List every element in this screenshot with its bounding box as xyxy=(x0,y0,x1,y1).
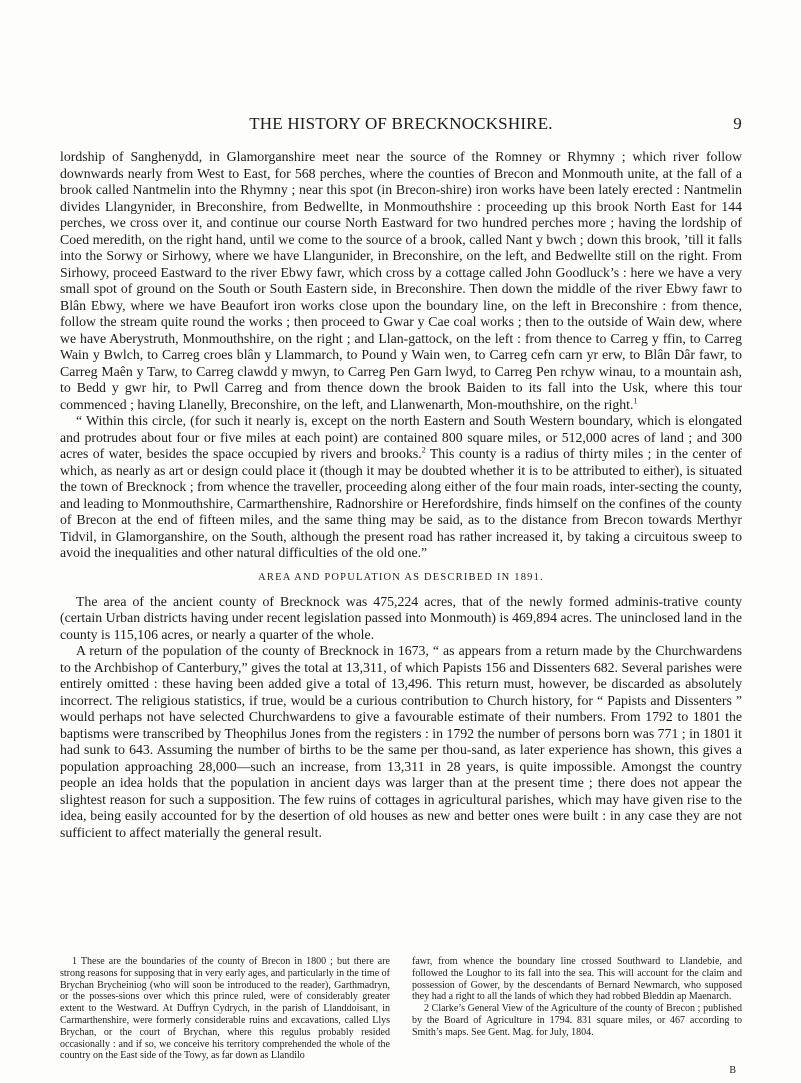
footnote-column-left xyxy=(60,956,390,1062)
book-page xyxy=(60,0,742,1083)
page-number: 9 xyxy=(733,114,742,133)
main-text xyxy=(60,149,742,841)
running-title: THE HISTORY OF BRECKNOCKSHIRE. xyxy=(249,114,553,133)
footnote-ref: 2 xyxy=(421,445,426,455)
paragraph-circle-quote xyxy=(60,413,742,562)
section-heading: AREA AND POPULATION AS DESCRIBED IN 1891. xyxy=(258,571,544,583)
footnote-1: 1 These are the boundaries of the county of Brecon in 1800 ; but there are strong reasons for supposing that in very early ages, and particularly in the time of Brychan Brycheiniog (who will soon be introduced to the reader), Garthmadryn, or the posses-sions over which this prince ruled, were of considerably greater extent to the Westward. At Duffryn Cydrych, in the parish of Llanddoisant, in Carmarthenshire, were formerly considerable ruins and excavations, called Llys Brychan, or the court of Brychan, where this regulus probably resided occasionally : and if so, we conceive his territory comprehended the whole of the country on the East side of the Towy, as far down as Llandilo xyxy=(60,956,390,1062)
paragraph-text: “ Within this circle, (for such it nearly is, except on the north Eastern and South Western boundary, which is elongated and protrudes about four or five miles at each point) are contained 800 square miles, or 512,000 acres of land ; and 300 acres of water, besides the space occupied by rivers and brooks. xyxy=(60,413,742,461)
footnote-ref: 1 xyxy=(633,395,638,405)
paragraph-text: lordship of Sanghenydd, in Glamorganshire meet near the source of the Romney or Rhymny ; which river follow downwards nearly from West to East, for 568 perches, where the counties of Brecon and Monmouth unite, at the fall of a brook called Nantmelin into the Rhymny ; near this spot (in Brecon-shire) iron works have been lately erected : Nantmelin divides Llangynider, in Breconshire, from Bedwellte, in Monmouthshire : proceeding up this brook North East for 144 perches, we cross over it, and continue our course North Eastward for two hundred perches more ; having the lordship of Coed meredith, on the right hand, until we come to the source of a brook, called Nant y bwch ; down this brook, ’till it falls into the Sorwy or Sirhowy, where we have Llangunider, in Breconshire, on the left, and Bedwellte still on the right. From Sirhowy, proceed Eastward to the river Ebwy fawr, which cross by a cottage called John Goodluck’s : here we have a very small spot of ground on the South or South Eastern side, in Breconshire. Then down the middle of the river Ebwy fawr to Blân Ebwy, where we have Beaufort iron works close upon the boundary line, on the left in Breconshire : from thence, follow the stream quite round the works ; then proceed to Gwar y Cae coal works ; then to the outside of Wain dew, where we have Aberystruth, Monmouthshire, on the right ; and Llan-gattock, on the left : from thence to Carreg y ffin, to Carreg Wain y Bwlch, to Carreg croes blân y Llammarch, to Pound y Wain wen, to Carreg cefn carn yr erw, to Blân Dâr fawr, to Carreg Maên y Tarw, to Carreg clawdd y mwyn, to Carreg Pen Garn lwyd, to Carreg Pen rchyw winau, to a mountain ash, to Bedd y gwr hir, to Pwll Carreg and from thence down the brook Baiden to its fall into the Usk, where this tour commenced ; having Llanelly, Breconshire, on the left, and Llanwenarth, Mon-mouthshire, on the right. xyxy=(60,149,742,412)
paragraph-area: The area of the ancient county of Brecknock was 475,224 acres, that of the newly formed adminis-trative county (certain Urban districts having under recent legislation passed into Monmouth) is 469,894 acres. The uninclosed land in the county is 115,106 acres, or nearly a quarter of the whole. xyxy=(60,593,742,642)
paragraph-text: This county is a radius of thirty miles ; in the center of which, as nearly as art or design could place it (though it may be doubted whether it is to be attributed to either), is situated the town of Brecknock ; from whence the traveller, proceeding along either of the four main roads, inter-secting the county, and leading to Monmouthshire, Carmarthenshire, Radnorshire or Herefordshire, finds himself on the confines of the county of Brecon at the end of fifteen miles, and the same thing may be said, as to the distance from Brecon towards Merthyr Tidvil, in Glamorganshire, on the South, although the present road has rather increased it, by taking a circuitous sweep to avoid the inequalities and other natural difficulties of the old one.” xyxy=(60,446,742,560)
footnote-column-right xyxy=(412,956,742,1062)
paragraph-population: A return of the population of the county of Brecknock in 1673, “ as appears from a return made by the Churchwardens to the Archbishop of Canterbury,” gives the total at 13,311, of which Papists 156 and Dissenters 682. Several parishes were entirely omitted : these having been added give a total of 13,496. This return must, however, be discarded as absolutely incorrect. The religious statistics, if true, would be a curious contribution to Church history, for “ Papists and Dissenters ” would perhaps not have selected Churchwardens to give a favourable estimate of their numbers. From 1792 to 1801 the baptisms were transcribed by Theophilus Jones from the registers : in 1792 the number of persons born was 771 ; in 1801 it had sunk to 643. Assuming the number of births to be the same per thou-sand, as later experience has shown, this gives a population approaching 28,000—such an increase, from 13,311 in 28 years, is quite impossible. Amongst the country people an idea holds that the population in ancient days was larger than at the present time ; there does not appear the slightest reason for such a supposition. The few ruins of cottages in agricultural parishes, which may have given rise to the idea, being easily accounted for by the desertion of old houses as new and better ones were built : in any case they are not sufficient to affect materially the general result. xyxy=(60,643,742,840)
footnotes xyxy=(60,956,742,1062)
footnote-1-continued: fawr, from whence the boundary line crossed Southward to Llandebie, and followed the Loughor to its fall into the sea. This will account for the claim and possession of Gower, by the descendants of Bernard Newmarch, who supposed they had a right to all the lands of which they had robbed Bleddin ap Maenarch. xyxy=(412,956,742,1003)
paragraph-boundary-description xyxy=(60,149,742,413)
footnote-2: 2 Clarke’s General View of the Agriculture of the county of Brecon ; published by the Board of Agriculture in 1794. 831 square miles, or 467 according to Smith’s maps. See Gent. Mag. for July, 1804. xyxy=(412,1003,742,1038)
running-header xyxy=(60,114,742,140)
signature-mark: B xyxy=(729,1065,736,1076)
